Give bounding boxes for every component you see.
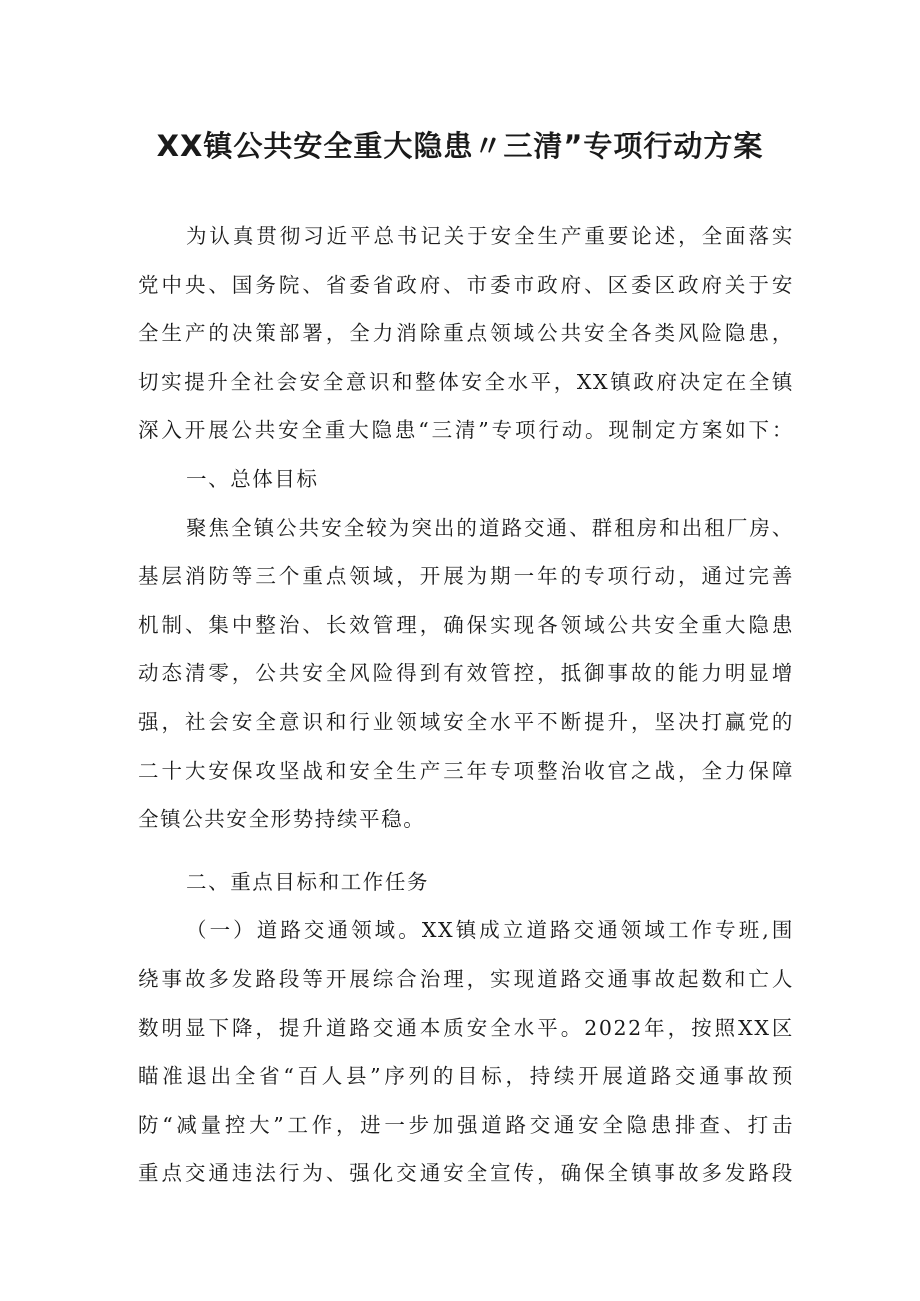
paragraph-line: 防“减量控大”工作，进一步加强道路交通安全隐患排查、打击 [138,1112,794,1137]
paragraph-line: 党中央、国务院、省委省政府、市委市政府、区委区政府关于安 [138,272,794,297]
paragraph-line: 机制、集中整治、长效管理，确保实现各领域公共安全重大隐患 [138,612,794,637]
paragraph-line: 全镇公共安全形势持续平稳。 [138,807,426,832]
paragraph-line: 绕事故多发路段等开展综合治理，实现道路交通事故起数和亡人 [138,966,794,991]
paragraph-line: 重点交通违法行为、强化交通安全宣传，确保全镇事故多发路段 [138,1161,794,1186]
paragraph-line: 强，社会安全意识和行业领域安全水平不断提升，坚决打赢党的 [138,709,794,734]
paragraph-line: 瞄准退出全省“百人县”序列的目标，持续开展道路交通事故预 [138,1064,794,1089]
section-heading: 二、重点目标和工作任务 [186,869,430,894]
paragraph-line: 二十大安保攻坚战和安全生产三年专项整治收官之战，全力保障 [138,758,794,783]
paragraph-line: 数明显下降，提升道路交通本质安全水平。2022年，按照XX区 [138,1015,794,1040]
paragraph-line: 为认真贯彻习近平总书记关于安全生产重要论述，全面落实 [186,224,794,248]
paragraph-line: 动态清零，公共安全风险得到有效管控，抵御事故的能力明显增 [138,661,794,686]
paragraph-line: 切实提升全社会安全意识和整体安全水平，XX镇政府决定在全镇 [138,369,794,394]
section-heading: 一、总体目标 [186,466,319,491]
document-title: XX镇公共安全重大隐患〃三清”专项行动方案 [156,129,764,163]
paragraph-line: 聚焦全镇公共安全较为突出的道路交通、群租房和出租厂房、 [186,515,794,540]
paragraph-line: 深入开展公共安全重大隐患“三清”专项行动。现制定方案如下： [138,418,794,443]
paragraph-line: 基层消防等三个重点领域，开展为期一年的专项行动，通过完善 [138,564,794,589]
paragraph-line: 全生产的决策部署，全力消除重点领域公共安全各类风险隐患， [138,321,794,346]
paragraph-line: （一）道路交通领域。XX镇成立道路交通领域工作专班,围 [186,918,794,943]
document-body [138,212,794,1198]
